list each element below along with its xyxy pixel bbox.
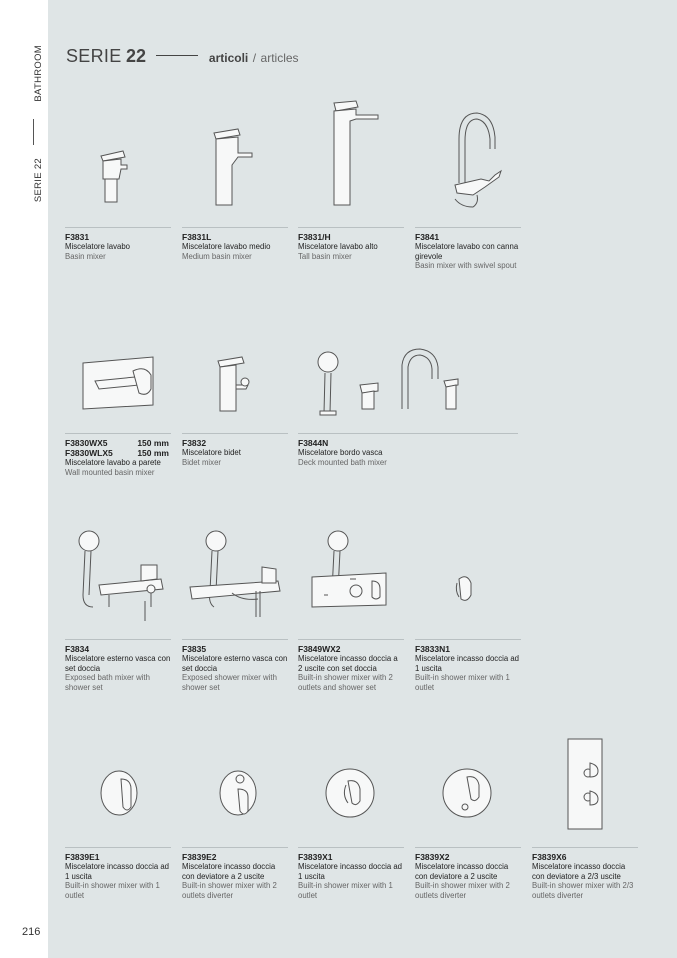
product-desc-it: Miscelatore incasso doccia con deviatore a 2/3 uscite (532, 862, 626, 881)
product-card-f3839e2 (182, 719, 288, 900)
product-desc-it: Miscelatore lavabo (65, 242, 131, 251)
title-articoli: articoli (208, 51, 249, 65)
product-desc-en: Deck mounted bath mixer (298, 457, 387, 467)
exposed-shower-mixer-image (182, 511, 288, 639)
deck-mounted-bath-mixer-image (298, 305, 404, 433)
product-desc-en: Basin mixer with swivel spout (415, 261, 517, 270)
product-card-f3830wx5 (65, 305, 171, 477)
product-size: 150 mm (137, 448, 169, 458)
product-desc-en: Built-in shower mixer with 1 outlet (65, 881, 160, 900)
bidet-mixer-image (182, 305, 288, 433)
product-size: 150 mm (137, 438, 169, 448)
product-desc-en: Built-in shower mixer with 2 outlets and shower set (298, 673, 393, 692)
product-card-f3839x1 (298, 719, 404, 900)
built-in-shower-set-image (298, 511, 404, 639)
title-articles: articles (260, 51, 299, 65)
product-card-f3833n1 (415, 511, 521, 692)
product-desc-it: Miscelatore incasso doccia ad 1 uscita (65, 862, 170, 881)
product-desc-it: Miscelatore incasso doccia ad 1 uscita (415, 654, 520, 673)
built-in-shower-mixer-image (65, 719, 171, 847)
product-card-f3834 (65, 511, 171, 692)
product-card-f3832 (182, 305, 288, 467)
product-code: F3831L (182, 232, 212, 242)
product-code: F3844N (298, 438, 329, 448)
product-desc-it: Miscelatore bidet (182, 448, 241, 457)
medium-basin-mixer-image (182, 99, 288, 227)
product-desc-it: Miscelatore incasso doccia ad 1 uscita (298, 862, 403, 881)
title-serie-number: 22 (125, 46, 147, 66)
product-card-f3831 (65, 99, 171, 261)
product-card-f3835 (182, 511, 288, 692)
product-desc-it: Miscelatore incasso doccia a 2 uscite con set doccia (298, 654, 398, 673)
page-title (66, 46, 299, 67)
product-code: F3830WLX5 (65, 448, 113, 458)
title-slash: / (252, 51, 257, 65)
sidebar-serie-label: SERIE 22 (33, 158, 44, 203)
built-in-shower-mixer-image (298, 719, 404, 847)
product-desc-it: Miscelatore incasso doccia con deviatore a 2 uscite (182, 862, 276, 881)
title-rule (156, 55, 198, 56)
product-code: F3839X6 (532, 852, 567, 862)
product-desc-en: Tall basin mixer (298, 251, 352, 261)
product-desc-it: Miscelatore esterno vasca con set doccia (182, 654, 288, 673)
product-desc-it: Miscelatore esterno vasca con set doccia (65, 654, 171, 673)
wall-mounted-basin-mixer-image (65, 305, 171, 433)
product-desc-en: Built-in shower mixer with 2/3 outlets diverter (532, 881, 634, 900)
product-code: F3832 (182, 438, 207, 448)
product-code: F3849WX2 (298, 644, 341, 654)
product-desc-it: Miscelatore incasso doccia con deviatore a 2 uscite (415, 862, 509, 881)
product-desc-it: Miscelatore lavabo medio (182, 242, 271, 251)
product-code: F3839E2 (182, 852, 217, 862)
product-code: F3833N1 (415, 644, 450, 654)
product-desc-en: Built-in shower mixer with 2 outlets diverter (182, 881, 277, 900)
product-card-f3839x2 (415, 719, 521, 900)
product-card-f3849wx2 (298, 511, 404, 692)
product-desc-en: Built-in shower mixer with 1 outlet (415, 673, 510, 692)
product-desc-it: Miscelatore lavabo alto (298, 242, 378, 251)
basin-mixer-image (65, 99, 171, 227)
sidebar-divider (33, 119, 34, 145)
product-code: F3839X1 (298, 852, 333, 862)
product-card-f3841 (415, 99, 521, 271)
page-number: 216 (22, 926, 41, 938)
built-in-diverter-mixer-image (415, 719, 521, 847)
product-code: F3834 (65, 644, 90, 654)
product-code: F3839X2 (415, 852, 450, 862)
product-desc-en: Basin mixer (65, 251, 106, 261)
product-desc-en: Wall mounted basin mixer (65, 467, 155, 477)
product-card-f3844n (298, 305, 404, 467)
product-desc-it: Miscelatore bordo vasca (298, 448, 383, 457)
title-serie: SERIE (66, 46, 122, 66)
product-code: F3830WX5 (65, 438, 108, 448)
swivel-spout-basin-mixer-image (415, 99, 521, 227)
product-desc-en: Medium basin mixer (182, 251, 252, 261)
product-desc-en: Exposed bath mixer with shower set (65, 673, 150, 692)
built-in-shower-mixer-image (415, 511, 521, 639)
built-in-diverter-mixer-image (182, 719, 288, 847)
exposed-bath-mixer-image (65, 511, 171, 639)
tall-basin-mixer-image (298, 99, 404, 227)
product-card-f3831h (298, 99, 404, 261)
product-desc-en: Built-in shower mixer with 1 outlet (298, 881, 393, 900)
product-code: F3831/H (298, 232, 331, 242)
product-card-f3839e1 (65, 719, 171, 900)
product-code: F3839E1 (65, 852, 100, 862)
product-desc-it: Miscelatore lavabo con canna girevole (415, 242, 519, 261)
built-in-multi-outlet-mixer-image (532, 719, 638, 847)
product-card-f3831l (182, 99, 288, 261)
product-code: F3831 (65, 232, 90, 242)
product-card-f3839x6 (532, 719, 638, 900)
product-desc-it: Miscelatore lavabo a parete (65, 458, 161, 467)
product-code: F3835 (182, 644, 207, 654)
product-desc-en: Bidet mixer (182, 457, 221, 467)
product-code: F3841 (415, 232, 440, 242)
product-desc-en: Exposed shower mixer with shower set (182, 673, 277, 692)
product-desc-en: Built-in shower mixer with 2 outlets diverter (415, 881, 510, 900)
sidebar-section-label: BATHROOM (33, 45, 44, 102)
